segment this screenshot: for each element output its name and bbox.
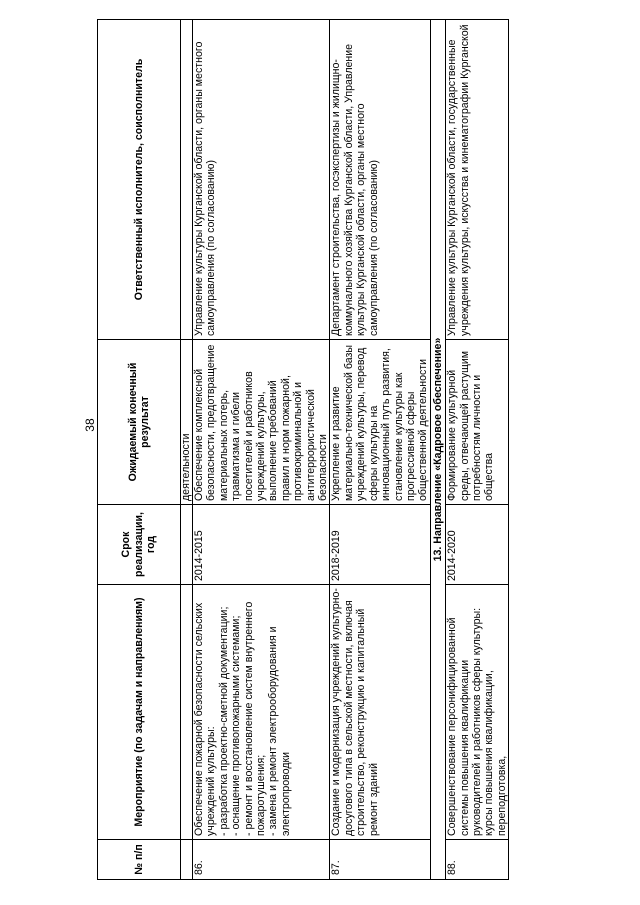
header-measure: Мероприятие (по задачам и направлениям) xyxy=(98,585,181,840)
row-88-num: 88. xyxy=(446,840,509,880)
row-88-result: Формирование культурной среды, отвечающей растущим потребностям личности и общества xyxy=(446,340,509,505)
row-86-measure: Обеспечение пожарной безопасности сельских учреждений культуры: - разработка проектно-сметной документации; - оснащение противопожарными системами; - ремонт и восстановление систем внутреннего пожаротушения; - замена и ремонт электрооборудования и электропроводки xyxy=(193,585,330,840)
table-header-row xyxy=(98,20,181,880)
row-87-responsible: Департамент строительства, госэкспертизы и жилищно-коммунального хозяйства Курганской области, Управление культуры Курганской области, органы местного самоуправления (по согласованию) xyxy=(330,20,430,340)
row-86-responsible: Управление культуры Курганской области, органы местного самоуправления (по согласованию) xyxy=(193,20,330,340)
header-num: № п/п xyxy=(98,840,181,880)
page-number: 38 xyxy=(83,418,97,432)
row-88-measure: Совершенствование персонифицированной системы повышения квалификации руководителей и работников сферы культуры: курсы повышения квалификации, переподготовка, xyxy=(446,585,509,840)
header-responsible: Ответственный исполнитель, соисполнитель xyxy=(98,20,181,340)
row-88-responsible: Управление культуры Курганской области, государственные учреждения культуры, искусства и кинематографии Курганской xyxy=(446,20,509,340)
row-86-num: 86. xyxy=(193,840,330,880)
row-87-result: Укрепление и развитие материально-технической базы учреждений культуры, перевод сферы культуры на инновационный путь развития, становление культуры как прогрессивной сферы общественной деятельности xyxy=(330,340,430,505)
header-term: Срок реализации, год xyxy=(98,505,181,585)
carry-over-row xyxy=(181,20,193,880)
rotated-page-content xyxy=(97,20,565,880)
table-row xyxy=(193,20,330,880)
table-row xyxy=(446,20,509,880)
header-result: Ожидаемый конечный результат xyxy=(98,340,181,505)
row-86-term: 2014-2015 xyxy=(193,505,330,585)
table-row xyxy=(330,20,430,880)
section-row xyxy=(430,20,445,880)
row-87-num: 87. xyxy=(330,840,430,880)
measures-table xyxy=(97,19,509,880)
section-title: 13. Направление «Кадровое обеспечение» xyxy=(430,20,445,880)
carry-over-result: деятельности xyxy=(181,340,193,505)
row-86-result: Обеспечение комплексной безопасности, предотвращение материальных потерь, травматизма и гибели посетителей и работников учреждений культуры, выполнение требований правил и норм пожарной, противокриминальной и антитеррористической безопасности xyxy=(193,340,330,505)
row-87-measure: Создание и модернизация учреждений культурно-досугового типа в сельской местности, включая строительство, реконструкцию и капитальный ремонт зданий xyxy=(330,585,430,840)
row-88-term: 2014-2020 xyxy=(446,505,509,585)
row-87-term: 2018-2019 xyxy=(330,505,430,585)
